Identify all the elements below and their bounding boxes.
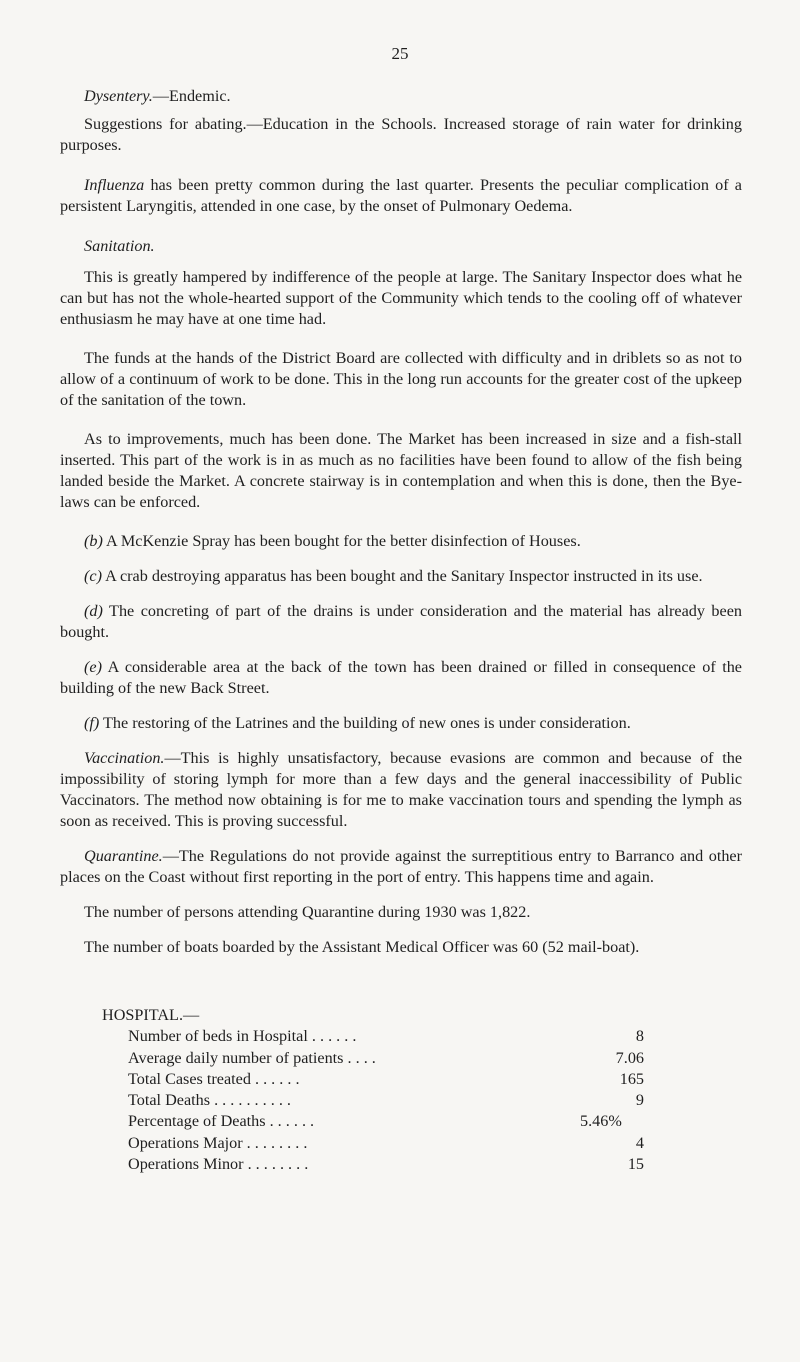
page-number: 25: [391, 44, 409, 63]
hospital-row-label: Operations Major . . . . . . . .: [128, 1133, 308, 1152]
sanitation-paragraph-3: As to improvements, much has been done. The Market has been increased in size and a fish-stall inserted. This part of the work is in as much as no facilities have been found to allow of the fish being landed beside the Market. A concrete stairway is in contemplation and when this is done, then the Bye-laws can be enforced.: [60, 430, 742, 511]
hospital-row-value: 5.46%: [580, 1112, 622, 1131]
hospital-row-value: 165: [619, 1069, 644, 1088]
item-e-text: A considerable area at the back of the town has been drained or filled in consequence of the building of the new Back Street.: [60, 658, 742, 697]
hospital-heading: HOSPITAL.—: [102, 1006, 200, 1024]
boats-paragraph: The number of boats boarded by the Assistant Medical Officer was 60 (52 mail-boat).: [84, 938, 640, 956]
hospital-row: [102, 1090, 644, 1111]
vaccination-text: —This is highly unsatisfactory, because evasions are common and because of the impossibility of storing lymph for more than a few days and the general inaccessibility of Public Vaccinators. The method now obtaining is for me to make vaccination tours and spending the lymph as soon as received. This is proving successful.: [60, 749, 742, 830]
item-c-text: A crab destroying apparatus has been bought and the Sanitary Inspector instructed in its use.: [101, 567, 703, 585]
hospital-row: [102, 1133, 644, 1154]
dysentery-paragraph: [60, 86, 742, 107]
item-c: [60, 566, 742, 587]
hospital-row: [102, 1154, 644, 1175]
hospital-row-label: Operations Minor . . . . . . . .: [128, 1155, 309, 1174]
quarantine-paragraph: [60, 846, 742, 888]
sanitation-paragraph-1: This is greatly hampered by indifference of the people at large. The Sanitary Inspector does what he can but has not the whole-hearted support of the Community which tends to the cooling off of whatever enthusiasm he may have at one time had.: [60, 268, 742, 328]
quarantine-count-paragraph: The number of persons attending Quarantine during 1930 was 1,822.: [84, 903, 531, 921]
hospital-row-label: Average daily number of patients . . . .: [128, 1048, 376, 1067]
item-f-text: The restoring of the Latrines and the building of new ones is under consideration.: [99, 714, 631, 732]
item-d-label: (d): [84, 602, 103, 620]
influenza-paragraph: [60, 175, 742, 217]
influenza-text: has been pretty common during the last quarter. Presents the peculiar complication of a persistent Laryngitis, attended in one case, by the onset of Pulmonary Oedema.: [60, 176, 742, 215]
quarantine-label: Quarantine.: [84, 847, 163, 865]
hospital-row: [102, 1026, 644, 1047]
item-d: [60, 601, 742, 643]
item-b: [60, 531, 742, 552]
hospital-row-label: Total Cases treated . . . . . .: [128, 1069, 300, 1088]
item-f: [60, 713, 742, 734]
hospital-row-label: Number of beds in Hospital . . . . . .: [128, 1027, 357, 1046]
item-d-text: The concreting of part of the drains is under consideration and the material has already been bought.: [60, 602, 742, 641]
hospital-row-label: Percentage of Deaths . . . . . .: [128, 1112, 315, 1131]
body-text: [60, 86, 742, 958]
hospital-row-value: 8: [635, 1027, 644, 1046]
hospital-row-value: 15: [627, 1155, 644, 1174]
vaccination-paragraph: [60, 748, 742, 832]
item-b-label: (b): [84, 532, 103, 550]
item-e: [60, 657, 742, 699]
hospital-row: [102, 1048, 644, 1069]
hospital-row: [102, 1111, 644, 1132]
sanitation-paragraph-2: The funds at the hands of the District Board are collected with difficulty and in driblets so as not to allow of a continuum of work to be done. This in the long run accounts for the greater cost of the upkeep of the sanitation of the town.: [60, 349, 742, 409]
vaccination-label: Vaccination.: [84, 749, 165, 767]
quarantine-text: —The Regulations do not provide against the surreptitious entry to Barranco and other places on the Coast without first reporting in the port of entry. This happens time and again.: [60, 847, 742, 886]
dysentery-text: —Endemic.: [152, 87, 231, 105]
item-c-label: (c): [84, 567, 102, 585]
hospital-section: [102, 1005, 644, 1175]
influenza-label: Influenza: [84, 176, 145, 194]
hospital-row-value: 4: [635, 1133, 644, 1152]
hospital-row-value: 7.06: [615, 1048, 644, 1067]
item-e-label: (e): [84, 658, 102, 676]
hospital-row: [102, 1069, 644, 1090]
dysentery-label: Dysentery.: [84, 87, 153, 105]
hospital-row-value: 9: [635, 1091, 644, 1110]
hospital-row-label: Total Deaths . . . . . . . . . .: [128, 1091, 291, 1110]
sanitation-heading: Sanitation.: [84, 237, 155, 255]
suggestions-paragraph: Suggestions for abating.—Education in the Schools. Increased storage of rain water for drinking purposes.: [60, 115, 742, 154]
item-b-text: A McKenzie Spray has been bought for the better disinfection of Houses.: [102, 532, 581, 550]
item-f-label: (f): [84, 714, 100, 732]
